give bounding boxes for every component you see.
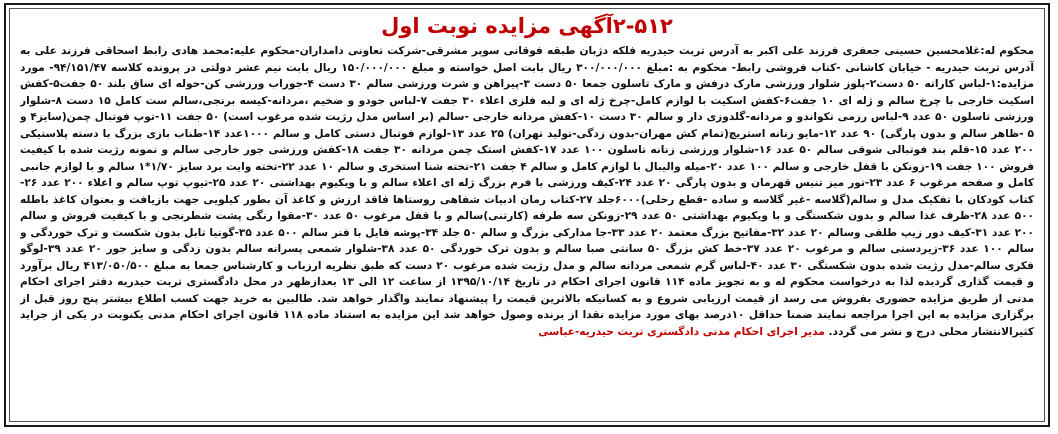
notice-text: محکوم له:غلامحسین حسینی جعفری فرزند علی اکبر به آدرس تربت حیدریه فلکه دژبان طبقه فوقانی سوپر مشرقی-شرکت تعاونی دامداران-محکوم علیه:محمد هادی رابط اسحاقی فرزند علی به آدرس تربت حیدریه - خیابان کاشانی -کتاب فروشی رابط- محکوم به :مبلغ ۳۰۰/۰۰۰/۰۰۰ ریال بابت اصل خواسته و مبلغ ۱۵۰/۰۰۰/۰۰۰ ریال بابت نیم عشر دولتی در پرونده کلاسه ۹۴/۱۵۱/۴۷- مورد مزایده:۱-لباس کاراته ۵۰ دست۲-پلوز شلوار ورزشی مارک درفش و مارک تاسلون جمعا ۵۰ دست ۳-پیراهن و شرت ورزشی سالم ۳۰ دست ۴-جوراب ورزشی کن-حوله ای ساق بلند ۵۰ جفت۵-کفش اسکیت خارجی با چرخ سالم و ژله ای ۱۰ جفت۶-کفش اسکیت با لوازم کامل-چرخ ژله ای و لبه فلزی اعلاء ۳۰ جفت ۷-لباس جودو و ضخیم ،مردانه-کیسه برنجی،سالم ست کامل ۱۵ دست ۸-شلوار ورزشی تاسلون ۵۰ عدد ۹-لباس رزمی تکواندو و مردانه-گلدوزی دار و سالم ۳۰ دست ۱۰-کفش مردانه خارجی -سالم (بر اساس مدل رژیت شده مرغوب است) ۵۰ جفت ۱۱-توپ فوتبال چمن(سایز۴ و ۵ -ظاهر سالم و بدون پارگی) ۹۰ عدد ۱۲-مایو زنانه استریچ(تمام کش مهران-بدون زدگی-تولید تهران) ۲۵ عدد ۱۳-لوازم فوتبال دستی کامل و سالم ۱۰۰۰عدد ۱۴-طناب بازی بزرگ با دسته پلاستیکی ۲۰۰ عدد ۱۵-قلم بند فوتبالی شوقی سالم ۵۰ عدد ۱۶-شلوار ورزشی زنانه تاسلون ۱۰۰ عدد ۱۷-کفش استک چمن مردانه ۳۰ جفت ۱۸-کفش ورزشی جور خارجی سالم و نمونه رژیت شده با کیفیت فروش ۱۰۰ جفت ۱۹-زونکن با قفل خارجی و سالم ۱۰۰ عدد ۲۰-میله والیبال با لوازم کامل و سالم ۴ جفت ۲۱-تخته شنا استخری و سالم ۱۰ عدد ۲۲-تخته وایت برد سایز ۱/۷۰*۱ سالم و با لوازم جانبی کامل و صفحه مرغوب ۶ عدد ۲۳-تور میز تنیس قهرمان و بدون پارگی ۲۰ عدد ۲۴-کیف ورزشی با فرم بزرگ ژله ای اعلاء سالم و با ویکیوم بهداشتی ۲۰ عدد ۲۵-تیوپ توپ سالم و اعلاء ۲۰۰ عدد ۲۶-کتاب کودکان با تفکیک مدل و سالم(گلاسه -غیر گلاسه و ساده -قطع رحلی)۶۰۰۰جلد ۲۷-کتاب رمان ادبیات شفاهی روستاها فاقد ارزش و کاغذ آن بطور کیلویی جهت بازیافت و بعنوان کاغذ باطله ۵۰۰ عدد ۲۸-ظرف غذا سالم و بدون شکستگی و با ویکیوم بهداشتی ۵۰ عدد ۲۹-زونکن سه طرفه (کارتنی)سالم و با قفل مرغوب ۵۰ عدد ۳۰-مقوا رنگی پشت شطرنجی و با کیفیت فروش و سالم ۲۰۰ عدد ۳۱-کیف دور زیپ طلقی وسالم ۲۰ عدد ۳۲-مفاتیح بزرگ معتمد ۲۰ عدد ۳۳-جا مدارکی بزرگ و سالم ۵۰ جلد ۳۴-پوشه فایل با فنر سالم ۵۰۰ عدد ۳۵-گونیا تابل بدون شکست و ترک خوردگی و سالم ۱۰۰ عدد ۳۶-زیردستی سالم و مرغوب ۲۰ عدد ۳۷-خط کش بزرگ ۵۰ سانتی صبا سالم و بدون ترک خوردگی ۵۰ عدد ۳۸-شلوار شمعی پسرانه سالم بدون زدگی و سایز جور ۲۰ عدد ۳۹-لوگو فکری سالم-مدل رژیت شده بدون شکستگی ۳۰ عدد ۴۰-لباس گرم شمعی مردانه سالم و مدل رژیت شده مرغوب ۲۰ دست که طبق نظریه ارزیاب و کارشناس جمعا به مبلغ ۴۱۳/۰۵۰/۵۰۰ ریال برآورد و قیمت گذاری گردیده لذا به درخواست محکوم له و به تجویز ماده ۱۱۴ قانون اجرای احکام در تاریخ ۱۳۹۵/۱۰/۱۴ از ساعت ۱۲ الی ۱۳ بعدازظهر در محل دادگستری تربت حیدریه دفتر اجرای احکام مدنی از طریق مزایده حضوری بفروش می رسد از قیمت ارزیابی شروع و به کسانیکه بالاترین قیمت را پیشنهاد نمایند واگذار خواهد شد. طالبین به خرید جهت کسب اطلاع بیشتر پنج روز قبل از برگزاری مزایده به این اجرا مراجعه نمایند ضمنا حداقل ۱۰درصد بهای مورد مزایده نقدا از برنده وصول خواهد شد این مزایده به استناد ماده ۱۱۸ قانون اجرای احکام مدنی یکنوبت در یکی از جراید کثیرالانتشار محلی درج و نشر می گردد. [20,45,1034,338]
signature: مدیر اجرای احکام مدنی دادگستری تربت حیدریه-عباسی [538,325,825,338]
auction-notice [4,3,1050,427]
notice-body [20,43,1034,417]
notice-frame [9,8,1045,422]
notice-title: ۲-۵۱۲آگهی مزایده نوبت اول [381,14,673,38]
